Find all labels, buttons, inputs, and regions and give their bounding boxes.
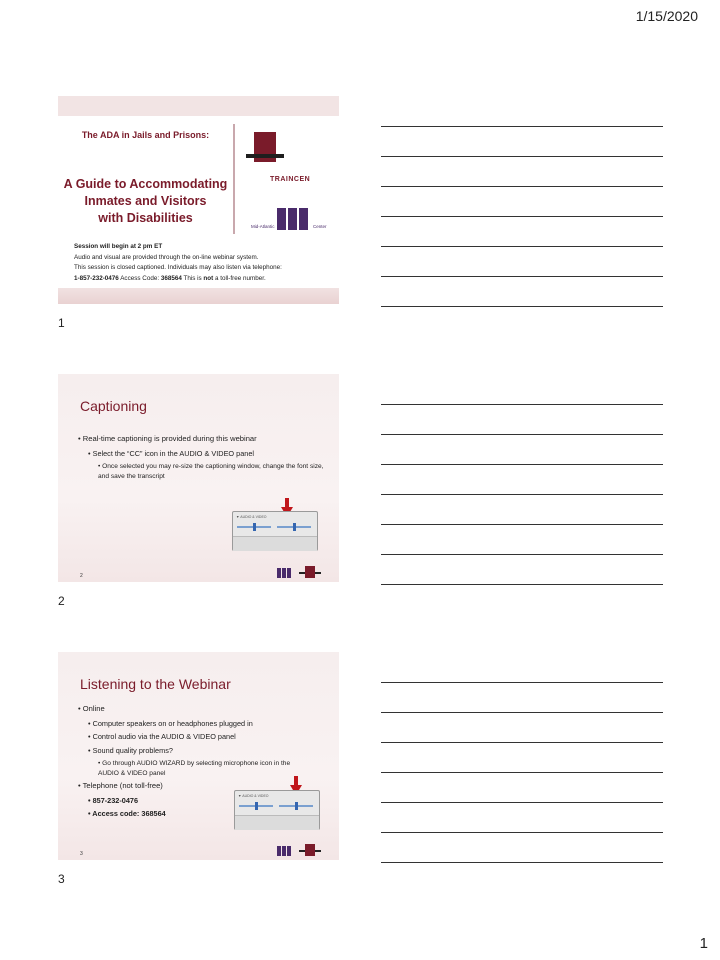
panel-header: ▼ AUDIO & VIDEO	[238, 794, 269, 798]
mic-knob	[295, 802, 298, 810]
ada-logo-icon	[277, 846, 291, 856]
traincen-logo-icon	[305, 844, 315, 856]
notes-line	[381, 584, 663, 585]
notes-line	[381, 802, 663, 803]
slide-number-small: 2	[80, 573, 83, 579]
bullet-item: • Once selected you may re-size the captioning window, change the font size, and save the transcript	[98, 463, 324, 480]
panel-header: ▼ AUDIO & VIDEO	[236, 515, 267, 519]
notes-line	[381, 246, 663, 247]
panel-controls	[235, 815, 319, 830]
slide-index-3: 3	[58, 872, 65, 886]
not-word: not	[203, 274, 214, 282]
page-date: 1/15/2020	[635, 8, 698, 24]
bullet-item: • Real-time captioning is provided during this webinar	[78, 434, 257, 443]
audio-video-panel-image	[232, 511, 318, 551]
ada-logo-right-text: Center	[313, 224, 327, 229]
notes-line	[381, 216, 663, 217]
footer-logos	[263, 844, 333, 858]
notes-line	[381, 862, 663, 863]
ada-logo-icon	[277, 208, 309, 230]
bullet-item: • Telephone (not toll-free)	[78, 781, 163, 790]
slide-title	[58, 176, 233, 227]
notes-line	[381, 306, 663, 307]
slide-band-bottom	[58, 288, 339, 304]
session-start: Session will begin at 2 pm ET	[74, 243, 163, 250]
notes-line	[381, 276, 663, 277]
notes-line	[381, 404, 663, 405]
slide-number-small: 3	[80, 851, 83, 857]
notes-line	[381, 742, 663, 743]
bullet-item: • Online	[78, 704, 105, 713]
bullet-item: • Go through AUDIO WIZARD by selecting microphone icon in the AUDIO & VIDEO panel	[98, 760, 291, 777]
notes-line	[381, 772, 663, 773]
slide-title: Listening to the Webinar	[80, 676, 231, 692]
bullet-item: • Computer speakers on or headphones plugged in	[88, 718, 253, 728]
access-code: 368564	[160, 274, 182, 282]
bullet-item: • Access code: 368564	[88, 809, 166, 818]
page-number: 1	[699, 935, 708, 952]
title-line-2: Inmates and Visitors	[84, 194, 207, 208]
bullet-item: • Sound quality problems?	[88, 745, 173, 755]
notes-line	[381, 832, 663, 833]
notes-line	[381, 126, 663, 127]
notes-line	[381, 186, 663, 187]
ada-logo-left-text: Mid-Atlantic	[251, 224, 275, 229]
notes-line	[381, 156, 663, 157]
notes-line	[381, 682, 663, 683]
notes-line	[381, 554, 663, 555]
traincen-logo-text: TRAINCEN	[270, 176, 311, 183]
ada-logo-icon	[277, 568, 291, 578]
bullet-item: • Select the “CC” icon in the AUDIO & VIDEO panel	[88, 448, 254, 458]
slide-3	[58, 652, 339, 860]
tail-suffix: a toll-free number.	[213, 274, 266, 282]
session-phone-line	[74, 274, 334, 285]
notes-line	[381, 494, 663, 495]
session-line-2: This session is closed captioned. Individuals may also listen via telephone:	[74, 264, 282, 271]
slide-band-top	[58, 96, 339, 116]
notes-line	[381, 434, 663, 435]
speaker-knob	[255, 802, 258, 810]
notes-line	[381, 524, 663, 525]
bullet-item: • 857-232-0476	[88, 795, 139, 805]
tail-prefix: This is	[181, 274, 204, 282]
slide-subtitle: The ADA in Jails and Prisons:	[81, 130, 210, 140]
slide-index-1: 1	[58, 316, 65, 330]
speaker-knob	[253, 523, 256, 531]
divider	[233, 124, 235, 234]
slide-title: Captioning	[80, 398, 147, 414]
audio-video-panel-image	[234, 790, 320, 830]
session-line-1: Audio and visual are provided through the on-line webinar system.	[74, 253, 259, 261]
title-line-3: with Disabilities	[98, 211, 193, 225]
bullet-list	[78, 434, 328, 484]
slide-index-2: 2	[58, 594, 65, 608]
access-prefix: Access Code:	[118, 274, 161, 282]
traincen-logo-bar	[246, 154, 284, 158]
traincen-logo-icon	[305, 566, 315, 578]
bullet-item: • Control audio via the AUDIO & VIDEO panel	[88, 732, 236, 741]
notes-line	[381, 464, 663, 465]
slide-2	[58, 374, 339, 582]
mic-knob	[293, 523, 296, 531]
slide-1	[58, 96, 339, 304]
notes-line	[381, 712, 663, 713]
title-line-1: A Guide to Accommodating	[63, 177, 228, 191]
phone-number: 1-857-232-0476	[74, 274, 119, 282]
panel-controls	[233, 536, 317, 551]
session-info	[74, 242, 334, 284]
footer-logos	[263, 566, 333, 580]
